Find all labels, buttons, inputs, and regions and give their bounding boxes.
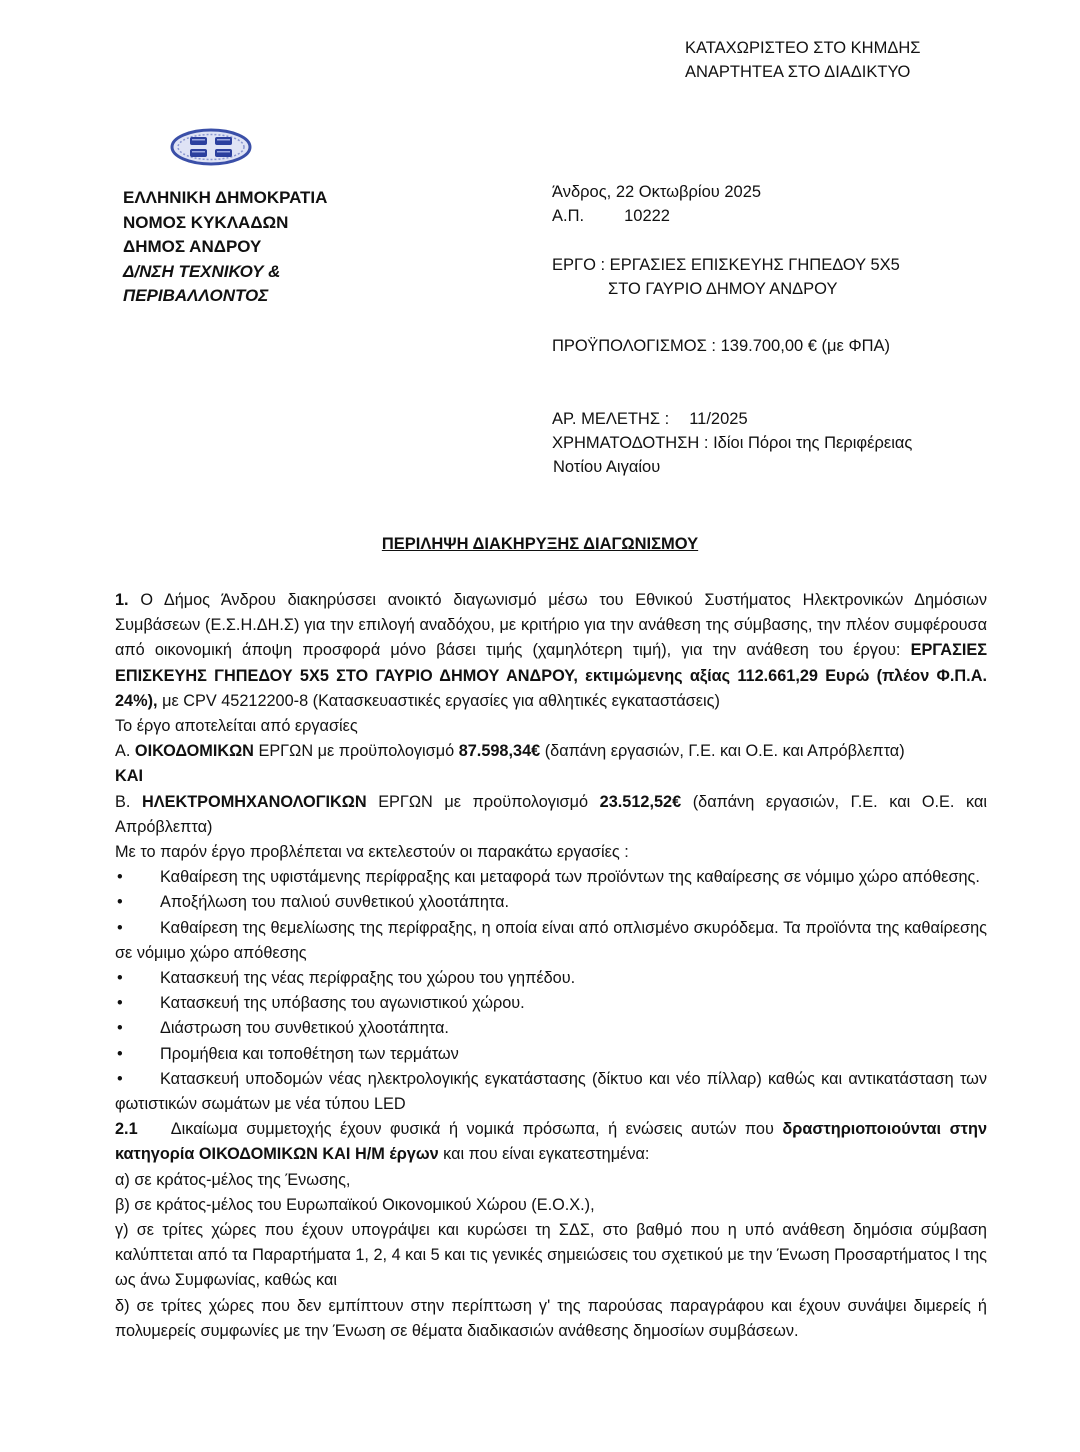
list-item: • Καθαίρεση της υφιστάμενης περίφραξης και μεταφορά των προϊόντων της καθαίρεσης σε νόμιμο χώρο απόθεσης. [115, 865, 987, 890]
works-a-budget: 87.598,34€ [458, 742, 541, 761]
document-meta [552, 180, 912, 479]
bullet-icon: • [117, 1044, 123, 1063]
bullet-icon: • [117, 868, 123, 887]
and-label: ΚΑΙ [115, 767, 144, 786]
protocol-number: 10222 [624, 207, 670, 225]
list-item: • Κατασκευή υποδομών νέας ηλεκτρολογικής εγκατάστασης (δίκτυο και νέο πίλλαρ) καθώς και αντικατάσταση των φωτιστικών σωμάτων με νέα τύπου LED [115, 1067, 987, 1117]
bullet-icon: • [117, 918, 123, 937]
registration-note-line1: ΚΑΤΑΧΩΡΙΣΤΕΟ ΣΤΟ ΚΗΜΔΗΣ [685, 39, 921, 57]
funding: ΧΡΗΜΑΤΟΔΟΤΗΣΗ : Ιδίοι Πόροι της Περιφέρειας [552, 434, 913, 452]
section-1-number: 1. [115, 591, 129, 609]
list-item: • Αποξήλωση του παλιού συνθετικού χλοοτάπητα. [115, 890, 987, 915]
section-2-1-number: 2.1 [115, 1120, 138, 1139]
list-item: • Προμήθεια και τοποθέτηση των τερμάτων [115, 1042, 987, 1067]
greek-coat-of-arms-icon [170, 128, 252, 166]
org-department-line2: ΠΕΡΙΒΑΛΛΟΝΤΟΣ [123, 286, 269, 305]
study-row [552, 407, 912, 431]
bullet-icon: • [117, 1019, 123, 1038]
document-body [115, 588, 992, 1344]
works-a: Α. ΟΙΚΟΔΟΜΙΚΩΝ ΕΡΓΩΝ με προϋπολογισμό 87.598,34€ (δαπάνη εργασιών, Γ.Ε. και Ο.Ε. και Απρόβλεπτα) [115, 742, 905, 761]
protocol-label: Α.Π. [552, 207, 585, 225]
section-1-paragraph: 1. Ο Δήμος Άνδρου διακηρύσσει ανοικτό διαγωνισμό μέσω του Εθνικού Συστήματος Ηλεκτρονικών Δημόσιων Συμβάσεων (Ε.Σ.Η.ΔΗ.Σ) για την επιλογή αναδόχου, με κριτήριο για την ανάθεση της σύμβασης, την πλέον συμφέρουσα από οικονομική άποψη προσφορά μόνο βάσει τιμής (χαμηλότερη τιμή), για την ανάθεση του έργου: ΕΡΓΑΣΙΕΣ ΕΠΙΣΚΕΥΗΣ ΓΗΠΕΔΟΥ 5Χ5 ΣΤΟ ΓΑΥΡΙΟ ΔΗΜΟΥ ΑΝΔΡΟΥ, εκτιμώμενης αξίας 112.661,29 Ευρώ (πλέον Φ.Π.Α. 24%), με CPV 45212200-8 (Κατασκευαστικές εργασίες για αθλητικές εγκαταστάσεις) [115, 591, 987, 710]
registration-note [685, 36, 920, 84]
project-title: ΕΡΓΟ : ΕΡΓΑΣΙΕΣ ΕΠΙΣΚΕΥΗΣ ΓΗΠΕΔΟΥ 5Χ5 [552, 256, 900, 274]
bullet-icon: • [117, 893, 123, 912]
bullet-icon: • [117, 994, 123, 1013]
registration-note-line2: ΑΝΑΡΤΗΤΕΑ ΣΤΟ ΔΙΑΔΙΚΤΥΟ [685, 63, 911, 81]
consists-intro: Το έργο αποτελείται από εργασίες [115, 717, 358, 736]
org-country: ΕΛΛΗΝΙΚΗ ΔΗΜΟΚΡΑΤΙΑ [123, 188, 328, 207]
eligibility-item-a: α) σε κράτος-μέλος της Ένωσης, [115, 1170, 351, 1189]
list-item: • Κατασκευή της νέας περίφραξης του χώρου του γηπέδου. [115, 966, 987, 991]
list-item: • Κατασκευή της υπόβασης του αγωνιστικού χώρου. [115, 991, 987, 1016]
eligibility-item-d: δ) σε τρίτες χώρες που δεν εμπίπτουν στην περίπτωση γ' της παρούσας παραγράφου και έχουν συνάψει διμερείς ή πολυμερείς συμφωνίες με την Ένωση σε θέματα διαδικασιών ανάθεσης δημοσίων συμβάσεων. [115, 1296, 987, 1340]
study-label: ΑΡ. ΜΕΛΕΤΗΣ : [552, 410, 670, 428]
project-title-line2: ΣΤΟ ΓΑΥΡΙΟ ΔΗΜΟΥ ΑΝΔΡΟΥ [608, 280, 838, 298]
eligibility-item-b: β) σε κράτος-μέλος του Ευρωπαϊκού Οικονομικού Χώρου (Ε.Ο.Χ.), [115, 1195, 595, 1214]
org-prefecture: ΝΟΜΟΣ ΚΥΚΛΑΔΩΝ [123, 212, 289, 232]
org-municipality: ΔΗΜΟΣ ΑΝΔΡΟΥ [123, 237, 262, 256]
protocol-row [552, 204, 912, 228]
budget: ΠΡΟΫΠΟΛΟΓΙΣΜΟΣ : 139.700,00 € (με ΦΠΑ) [552, 337, 891, 355]
bullet-icon: • [117, 1069, 123, 1088]
place-date: Άνδρος, 22 Οκτωβρίου 2025 [552, 183, 762, 201]
section-2-1-paragraph: 2.1 Δικαίωμα συμμετοχής έχουν φυσικά ή νομικά πρόσωπα, ή ενώσεις αυτών που δραστηριοποιούνται στην κατηγορία ΟΙΚΟΔΟΜΙΚΩΝ ΚΑΙ Η/Μ έργων και που είναι εγκατεστημένα: [115, 1120, 992, 1164]
list-item: • Καθαίρεση της θεμελίωσης της περίφραξης, η οποία είναι από οπλισμένο σκυρόδεμα. Τα προϊόντα της καθαίρεσης σε νόμιμο χώρο απόθεσης [115, 916, 987, 966]
bullet-icon: • [117, 969, 123, 988]
org-department: Δ/ΝΣΗ ΤΕΧΝΙΚΟΥ & [123, 261, 281, 281]
funding-line2: Νοτίου Αιγαίου [553, 458, 661, 476]
organization-block [123, 186, 327, 309]
project-name-value: ΕΡΓΑΣΙΕΣ ΕΠΙΣΚΕΥΗΣ ΓΗΠΕΔΟΥ 5Χ5 ΣΤΟ ΓΑΥΡΙΟ ΔΗΜΟΥ ΑΝΔΡΟΥ, εκτιμώμενης αξίας 112.661,29 Ευρώ (πλέον Φ.Π.Α. 24%), [115, 641, 987, 710]
works-intro: Με το παρόν έργο προβλέπεται να εκτελεστούν οι παρακάτω εργασίες : [115, 843, 629, 862]
works-b-budget: 23.512,52€ [599, 792, 682, 811]
list-item: • Διάστρωση του συνθετικού χλοοτάπητα. [115, 1016, 987, 1041]
document-title: ΠΕΡΙΛΗΨΗ ΔΙΑΚΗΡΥΞΗΣ ΔΙΑΓΩΝΙΣΜΟΥ [381, 535, 699, 553]
study-number: 11/2025 [689, 410, 748, 428]
eligibility-item-c: γ) σε τρίτες χώρες που έχουν υπογράψει και κυρώσει τη ΣΔΣ, στο βαθμό που η υπό ανάθεση δημόσια σύμβαση καλύπτεται από τα Παραρτήματα 1, 2, 4 και 5 και τις γενικές σημειώσεις του σχετικού με την Ένωση Προσαρτήματος Ι της ως άνω Συμφωνίας, καθώς και [115, 1221, 987, 1290]
works-b: Β. ΗΛΕΚΤΡΟΜΗΧΑΝΟΛΟΓΙΚΩΝ ΕΡΓΩΝ με προϋπολογισμό 23.512,52€ (δαπάνη εργασιών, Γ.Ε. και Ο.Ε. και Απρόβλεπτα) [115, 792, 987, 836]
